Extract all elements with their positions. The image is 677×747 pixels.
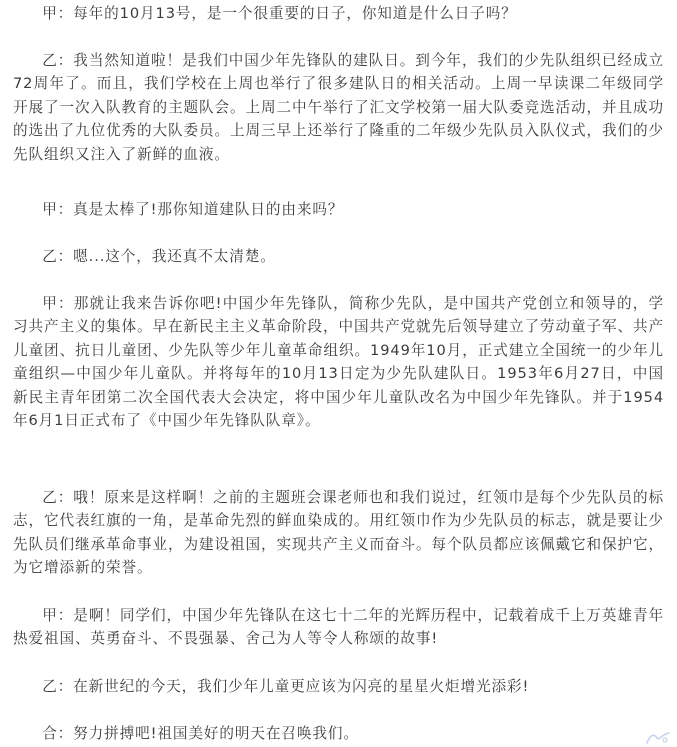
dialogue-paragraph-8: 乙：在新世纪的今天，我们少年儿童更应该为闪亮的星星火炬增光添彩! bbox=[42, 678, 530, 695]
dialogue-paragraph-1: 甲：每年的10月13号，是一个很重要的日子，你知道是什么日子吗？ bbox=[42, 5, 517, 22]
dialogue-paragraph-2: 乙：我当然知道啦！是我们中国少年先锋队的建队日。到今年，我们的少先队组织已经成立72周年了。而且，我们学校在上周也举行了很多建队日的相关活动。上周一早读课二年级同学开展了一次入队教育的主题队会。上周二中午举行了汇文学校第一届大队委竞选活动，并且成功的选出了九位优秀的大队委员。上周三早上还举行了隆重的二年级少先队员入队仪式，我们的少先队组织又注入了新鲜的血液。 bbox=[13, 52, 664, 163]
dialogue-paragraph-3: 甲：真是太棒了!那你知道建队日的由来吗？ bbox=[42, 201, 344, 218]
dialogue-paragraph-5: 甲：那就让我来告诉你吧!中国少年先锋队，简称少先队，是中国共产党创立和领导的，学习共产主义的集体。早在新民主主义革命阶段，中国共产党就先后领导建立了劳动童子军、共产儿童团、抗日儿童团、少先队等少年儿童革命组织。1949年10月，正式建立全国统一的少年儿童组织—中国少年儿童队。并将每年的10月13日定为少先队建队日。1953年6月27日，中国新民主青年团第二次全国代表大会决定，将中国少年儿童队改名为中国少年先锋队。并于1954年6月1日正式布了《中国少年先锋队队章》。 bbox=[13, 295, 664, 430]
logo-watermark-icon bbox=[645, 731, 671, 745]
dialogue-paragraph-4: 乙：嗯...这个，我还真不太清楚。 bbox=[42, 248, 276, 265]
dialogue-paragraph-9: 合：努力拼搏吧!祖国美好的明天在召唤我们。 bbox=[42, 725, 359, 742]
dialogue-paragraph-6: 乙：哦！原来是这样啊！之前的主题班会课老师也和我们说过，红领巾是每个少先队员的标志，它代表红旗的一角，是革命先烈的鲜血染成的。用红领巾作为少先队员的标志，就是要让少先队员们继承革命事业，为建设祖国，实现共产主义而奋斗。每个队员都应该佩戴它和保护它，为它增添新的荣誉。 bbox=[13, 489, 664, 577]
dialogue-paragraph-7: 甲：是啊！同学们，中国少年先锋队在这七十二年的光辉历程中，记载着成千上万英雄青年热爱祖国、英勇奋斗、不畏强暴、舍己为人等令人称颂的故事! bbox=[13, 607, 664, 648]
